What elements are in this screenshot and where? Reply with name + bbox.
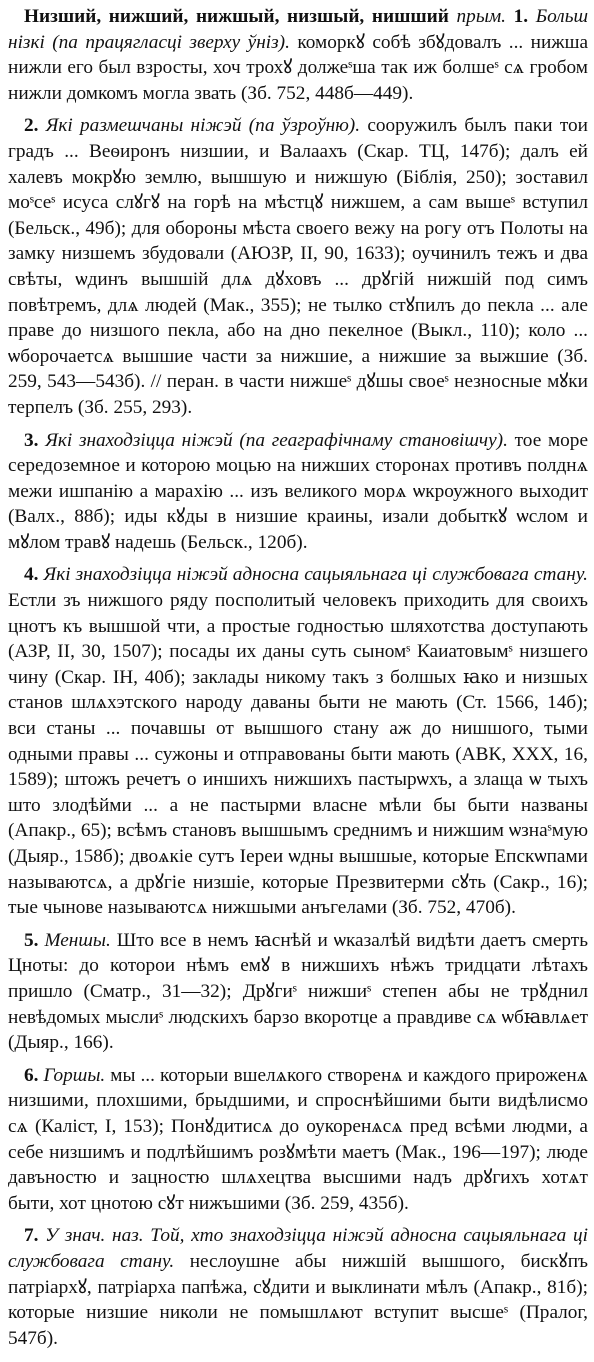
sense-gloss: Які размешчаны ніжэй (па ўзроўню). bbox=[45, 115, 361, 137]
sense-5 bbox=[8, 928, 588, 1056]
sense-number: 2. bbox=[24, 115, 39, 137]
sense-citations: коморкꙋ собѣ збꙋдовалъ ... нижша нижли его был взросты, хоч трохꙋ должеˢша так иж болшеˢ сѧ гробом нижли домкомъ могла звать (Зб. 752, 448б—449). bbox=[8, 31, 588, 104]
sense-gloss: Больш нізкі (па працягласці зверху ўніз). bbox=[8, 6, 589, 53]
sense-citations: Што все в немъ ꙗснѣй и ѡказалѣй видѣти даетъ смерть Цноты: до которои нѣмъ емꙋ в нижшихъ нѣжъ тридцати лѣтахъ пришло (Сматр., 31—32); Дрꙋгиˢ нижшиˢ степен абы не трꙋднил невѣдомых мыслиˢ людскихъ барзо вкоротце а правдиве сѧ ѡбꙗвлѧет (Дыяр., 166). bbox=[8, 929, 588, 1054]
sense-number: 4. bbox=[24, 564, 39, 586]
sense-citations: тое море середоземное и которою моцью на нижших сторонах противъ полднѧ межи ишпанію а марахію ... изъ великого морѧ ѡкроужного выходит (Валх., 88б); иды кꙋды в низшие краины, изали добыткꙋ ѡслом и мꙋлом травꙋ надешь (Бельск., 120б). bbox=[8, 429, 588, 553]
sense-gloss: Які знаходзіцца ніжэй адносна сацыяльнага ці службовага стану. bbox=[43, 564, 588, 586]
sense-gloss: Горшы. bbox=[43, 1064, 106, 1086]
sense-4 bbox=[8, 562, 588, 920]
sense-citations: мы ... которыи вшелѧкого створенѧ и каждого прироженѧ низшими, плохшими, брыдшими, и спроснѣйшими быти видѣлисмо сѧ (Каліст, I, 153); Понꙋдитисѧ до оукоренѧсѧ пред всѣми людми, а себе низшимъ и подлѣйшимъ розꙋмѣти маетъ (Мак., 196—197); люде давъностю и зацностю шлѧхецтва высшими надъ дрꙋгихъ хотѧт быти, хот цнотою сꙋт нижъшими (Зб. 259, 435б). bbox=[8, 1064, 589, 1214]
sense-7 bbox=[8, 1223, 588, 1351]
sense-gloss: У знач. наз. Той, хто знаходзіцца ніжэй адносна сацыяльнага ці службовага стану. bbox=[8, 1225, 588, 1272]
sense-gloss: Меншы. bbox=[44, 929, 111, 951]
sense-number: 7. bbox=[24, 1225, 39, 1247]
sense-number: 6. bbox=[24, 1064, 39, 1086]
sense-number: 5. bbox=[24, 929, 39, 951]
sense-3 bbox=[8, 428, 588, 556]
part-of-speech: прым. bbox=[456, 6, 506, 27]
sense-6 bbox=[8, 1063, 588, 1217]
sense-number: 3. bbox=[24, 429, 39, 451]
entry-head bbox=[8, 4, 588, 106]
sense-number: 1. bbox=[513, 6, 529, 27]
sense-2 bbox=[8, 113, 588, 420]
sense-gloss: Які знаходзіцца ніжэй (па геаграфічнаму становішчу). bbox=[45, 429, 508, 451]
sense-citations: Естли зъ нижшого ряду посполитый человекъ приходить для своихъ цнотъ къ вышшой чти, а простые годностью шляхотства доступають (АЗР, II, 30, 1507); посады их даны суть сыномˢ Каиатовымˢ низшего чину (Скар. IН, 40б); заклады никому такъ з болшых ꙗко и низшых станов шлѧхэтского народу даваны быти не мають (Ст. 1566, 14б); вси станы ... почавшы от вышшого стану аж до нишшого, тыми одными правы ... сужоны и отправованы быти мають (АВК, XXX, 16, 1589); штожъ речетъ о иншихъ нижшихъ пастырѡхъ, а злаща ѡ тыхъ што злодѣйми ... а не пастырми власне мѣли бы быти названы (Апакр., 65); всѣмъ становъ вышшымъ среднимъ и нижшим ѡзнаˢмую (Дыяр., 158б); двоѧкіе сутъ Iереи ѡдны вышшые, которые Епскѡпами называютсѧ, а дрꙋгіе низшіе, которые Презвитерми сꙋть (Сакр., 16); тые чынове называютсѧ нижшыми анъгелами (Зб. 752, 470б). bbox=[8, 590, 588, 919]
sense-citations: неслоушне абы нижшій вышшого, бискꙋпъ патріархꙋ, патріарха папѣжа, сꙋдити и выклинати мѣлъ (Апакр., 81б); которые низшие николи не помышлѧют вступит высшеˢ (Пралог, 547б). bbox=[8, 1250, 588, 1349]
sense-citations: сооружилъ былъ паки тои градъ ... Веѳиронъ низшии, и Валаахъ (Скар. ТЦ, 147б); далъ ей халевъ мокрꙋю землю, вышшую и нижшую (Біблія, 250); зоставил моˢсеˢ исуса слꙋгꙋ на горѣ на мѣстцꙋ нижшем, а сам вышеˢ вступил (Бельск., 49б); для обороны мѣста своего вежу на рогу отъ Полоты на замку низшемъ збудовали (АЮЗР, II, 90, 1633); оучинилъ тежъ и два свѣты, ѡдинъ вышшій длѧ дꙋховъ ... дрꙋгій нижшій под симъ повѣтремъ, длѧ людей (Мак., 355); не тылко стꙋпилъ до пекла ... але праве до низшого пекла, або на дно пекелное (Выкл., 110); коло ... ѡборочаетсѧ вышшие части за нижшие, а нижшие за выжшие (Зб. 259, 543—543б). // перан. в части нижшеˢ дꙋшы своеˢ незносные мꙋки терпелъ (Зб. 255, 293). bbox=[8, 115, 588, 418]
headword: Низший, нижший, нижшый, низшый, нишший bbox=[24, 6, 449, 27]
